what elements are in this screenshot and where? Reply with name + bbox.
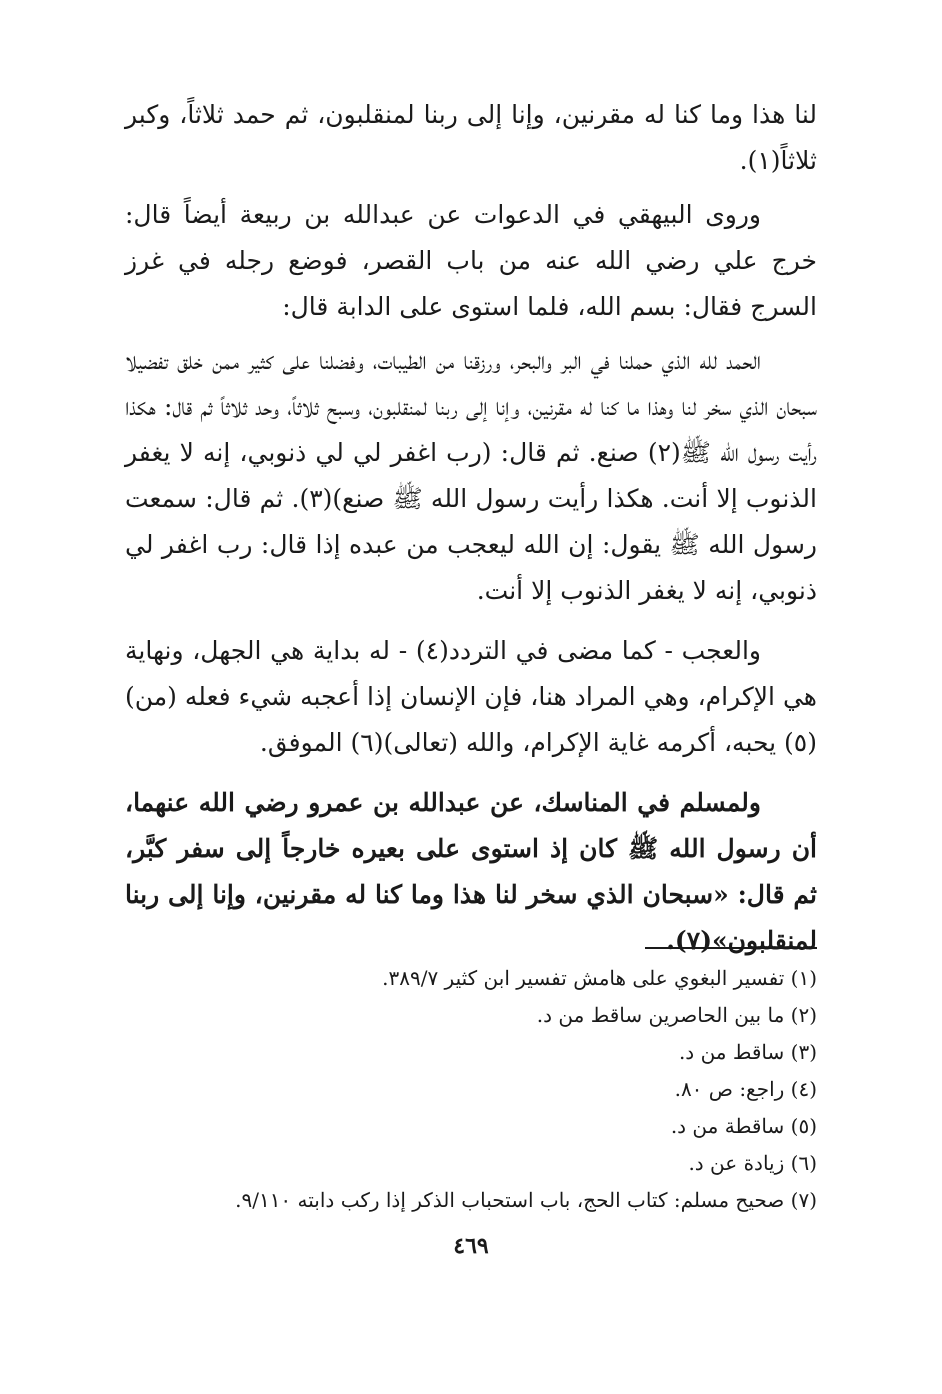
page-body — [125, 92, 817, 1212]
footnotes-list — [125, 960, 817, 1219]
paragraph-hamd: الحمد لله الذي حملنا في البر والبحر، ورزقنا من الطيبات، وفضلنا على كثير ممن خلق تفضيلا سبحان الذي سخر لنا وهذا ما كنا له مقرنين، وإنا إلى ربنا لمنقلبون، وسبح ثلاثاً، وحد ثلاثاً ثم قال: هكذا رأيت رسول الله ﷺ(٢) صنع. ثم قال: (رب اغفر لي لي ذنوبي، إنه لا يغفر الذنوب إلا أنت. هكذا رأيت رسول الله ﷺ صنع)(٣). ثم قال: سمعت رسول الله ﷺ يقول: إن الله ليعجب من عبده إذا قال: رب اغفر لي ذنوبي، إنه لا يغفر الذنوب إلا أنت. — [125, 346, 817, 605]
footnote-3: (٣) ساقط من د. — [678, 1040, 817, 1064]
footnote-6: (٦) زيادة عن د. — [688, 1151, 817, 1175]
paragraph-continuation: لنا هذا وما كنا له مقرنين، وإنا إلى ربنا لمنقلبون، ثم حمد ثلاثاً، وكبر ثلاثاً(١). — [125, 100, 817, 175]
footnote-5: (٥) ساقطة من د. — [670, 1114, 817, 1138]
footnote-separator — [125, 947, 817, 949]
footnote-4: (٤) راجع: ص ٨٠. — [674, 1077, 817, 1101]
page-number: ٤٦٩ — [453, 1233, 489, 1259]
footnote-7: (٧) صحيح مسلم: كتاب الحج، باب استحباب الذكر إذا ركب دابته ٩/١١٠. — [235, 1188, 817, 1212]
paragraph-bayhaqi: وروى البيهقي في الدعوات عن عبدالله بن ربيعة أيضاً قال: خرج علي رضي الله عنه من باب القصر، فوضع رجله في غرز السرج فقال: بسم الله، فلما استوى على الدابة قال: — [125, 200, 817, 321]
footnote-rule — [645, 947, 817, 949]
paragraph-muslim: ولمسلم في المناسك، عن عبدالله بن عمرو رضي الله عنهما، أن رسول الله ﷺ كان إذ استوى على بعيره خارجاً إلى سفر كبَّر، ثم قال: «سبحان الذي سخر لنا هذا وما كنا له مقرنين، وإنا إلى ربنا لمنقلبون»(٧). — [125, 788, 817, 955]
footnote-2: (٢) ما بين الحاصرين ساقط من د. — [536, 1003, 817, 1027]
footnote-1: (١) تفسير البغوي على هامش تفسير ابن كثير ٣٨٩/٧. — [382, 966, 817, 990]
paragraph-ajab: والعجب - كما مضى في التردد(٤) - له بداية هي الجهل، ونهاية هي الإكرام، وهي المراد هنا، فإن الإنسان إذا أعجبه شيء فعله (من)(٥) يحبه، أكرمه غاية الإكرام، والله (تعالى)(٦) الموفق. — [125, 636, 817, 757]
